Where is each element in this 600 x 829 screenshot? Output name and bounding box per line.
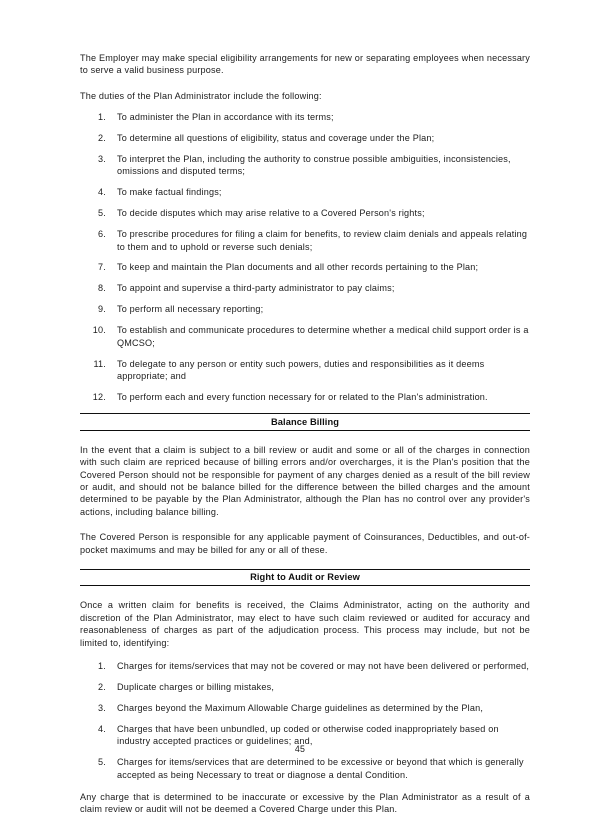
list-item-text: To administer the Plan in accordance with its terms; [117, 112, 334, 123]
section-title: Right to Audit or Review [250, 572, 360, 583]
list-item [80, 228, 530, 253]
intro-paragraph: The Employer may make special eligibility arrangements for new or separating employees when necessary to serve a valid business purpose. [80, 53, 530, 76]
list-item [80, 261, 530, 273]
list-item-text: Duplicate charges or billing mistakes, [117, 682, 275, 692]
list-item-number: 6. [98, 229, 106, 240]
list-item-number: 2. [98, 133, 106, 144]
list-item [80, 681, 530, 693]
list-item-number: 2. [98, 682, 106, 692]
list-item-number: 1. [98, 661, 106, 672]
list-item-number: 5. [98, 757, 106, 768]
list-item-number: 8. [98, 283, 106, 294]
list-item-text: To perform all necessary reporting; [117, 304, 264, 315]
list-item-number: 9. [98, 304, 106, 315]
list-item [80, 132, 530, 144]
list-item-number: 4. [98, 187, 106, 198]
page-number: 45 [294, 744, 306, 754]
list-item-text: To appoint and supervise a third-party administrator to pay claims; [117, 283, 395, 294]
right-to-audit-closing-paragraph: Any charge that is determined to be inaccurate or excessive by the Plan Administrator as a result of a claim review or audit will not be deemed a Covered Charge under this Plan. [80, 791, 530, 815]
list-item-number: 12. [92, 391, 106, 402]
list-item-text: Charges that have been unbundled, up coded or otherwise coded inappropriately based on industry accepted practices or guidelines; and, [117, 723, 499, 747]
list-item-number: 11. [93, 358, 106, 369]
list-item-text: To perform each and every function necessary for or related to the Plan's administration. [117, 391, 488, 402]
list-item [80, 153, 530, 178]
list-item-text: To establish and communicate procedures to determine whether a medical child support order is a QMCSO; [117, 325, 529, 348]
list-item [80, 207, 530, 219]
list-item-number: 10. [92, 325, 106, 336]
list-item-text: Charges beyond the Maximum Allowable Charge guidelines as determined by the Plan, [117, 702, 484, 713]
list-item-number: 3. [98, 702, 106, 713]
list-item [80, 324, 530, 349]
duties-lead-in: The duties of the Plan Administrator include the following: [80, 90, 322, 101]
list-item-text: Charges for items/services that may not be covered or may not have been delivered or performed, [117, 661, 530, 672]
list-item-text: To delegate to any person or entity such powers, duties and responsibilities as it deems appropriate; and [117, 358, 485, 381]
header-rule-bottom [80, 585, 530, 586]
section-header-balance-billing [80, 413, 530, 431]
list-item-text: To decide disputes which may arise relative to a Covered Person's rights; [117, 208, 425, 219]
audit-identification-list [80, 660, 530, 781]
header-rule-bottom [80, 430, 530, 431]
list-item-number: 1. [98, 112, 106, 123]
section-title: Balance Billing [270, 416, 340, 427]
list-item [80, 186, 530, 198]
page-content [80, 52, 530, 829]
list-item [80, 282, 530, 294]
list-item [80, 391, 530, 403]
list-item-text: To keep and maintain the Plan documents and all other records pertaining to the Plan; [117, 262, 479, 273]
list-item-text: To interpret the Plan, including the authority to construe possible ambiguities, inconsistencies, omissions and disputed terms; [117, 154, 511, 177]
plan-administrator-duties-list [80, 111, 530, 403]
list-item-number: 3. [98, 154, 106, 165]
list-item [80, 660, 530, 672]
list-item [80, 756, 530, 781]
right-to-audit-paragraph-1: Once a written claim for benefits is received, the Claims Administrator, acting on the authority and discretion of the Plan Administrator, may elect to have such claim reviewed or audited for accuracy and reasonableness of charges as part of the adjudication process. This process may include, but not be limited to, identifying: [80, 600, 530, 648]
list-item [80, 303, 530, 315]
list-item-text: Charges for items/services that are determined to be excessive or beyond that which is generally accepted as being Necessary to treat or diagnose a dental Condition. [117, 757, 524, 780]
list-item-text: To make factual findings; [117, 187, 222, 198]
list-item [80, 358, 530, 383]
list-item [80, 111, 530, 123]
list-item-number: 4. [98, 723, 106, 734]
list-item-number: 5. [98, 208, 106, 219]
list-item-text: To determine all questions of eligibility, status and coverage under the Plan; [117, 133, 435, 144]
list-item-number: 7. [98, 262, 106, 273]
list-item [80, 702, 530, 714]
list-item-text: To prescribe procedures for filing a claim for benefits, to review claim denials and appeals relating to them and to uphold or reverse such denials; [117, 229, 528, 252]
balance-billing-paragraph-1: In the event that a claim is subject to a bill review or audit and some or all of the charges in connection with such claim are repriced because of billing errors and/or overcharges, it is the Plan's position that the Covered Person should not be responsible for payment of any charges denied as a result of the bill review or audit, and should not be balance billed for the difference between the billed charges and the amount determined to be payable by the Plan Administrator, although the Plan has no control over any provider's actions, including balance billing. [80, 444, 530, 517]
balance-billing-paragraph-2: The Covered Person is responsible for any applicable payment of Coinsurances, Deductibles, and out-of-pocket maximums and may be billed for any or all of these. [80, 532, 530, 555]
section-header-right-to-audit [80, 569, 530, 587]
